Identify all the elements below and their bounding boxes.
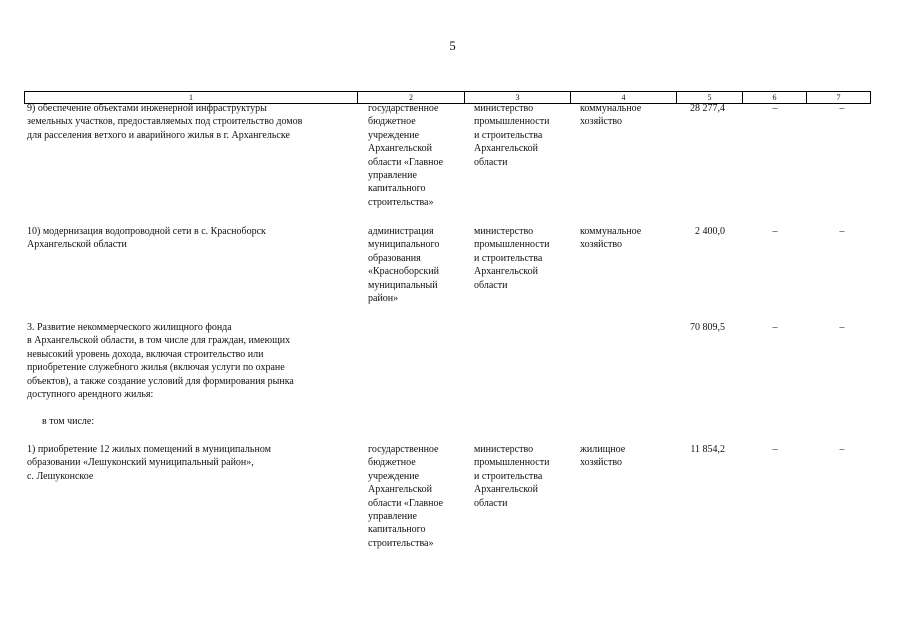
page-number: 5 <box>449 38 456 53</box>
column-header-6: 6 <box>743 92 807 103</box>
row-sector: коммунальное хозяйство <box>580 226 642 251</box>
row-col7: – <box>839 226 845 237</box>
row-executor: государственное бюджетное учреждение Архангельской области «Главное управление капитального строительства» <box>368 103 444 208</box>
row-description: 9) обеспечение объектами инженерной инфраструктуры земельных участков, предоставляемых под строительство домов для расселения ветхого и аварийного жилья в г. Архангельске <box>27 103 303 141</box>
column-header-5: 5 <box>677 92 743 103</box>
row-sector: жилищное хозяйство <box>580 444 626 469</box>
row-responsible: министерство промышленности и строительства Архангельской области <box>474 103 550 168</box>
column-header-3: 3 <box>465 92 571 103</box>
row-responsible: министерство промышленности и строительства Архангельской области <box>474 226 550 291</box>
row-executor: государственное бюджетное учреждение Архангельской области «Главное управление капитального строительства» <box>368 444 444 549</box>
row-description: 10) модернизация водопроводной сети в с. Красноборск Архангельской области <box>27 226 266 251</box>
row-amount: 11 854,2 <box>690 444 725 455</box>
row-amount: 28 277,4 <box>690 103 725 114</box>
column-header-1: 1 <box>25 92 358 103</box>
row-col7: – <box>839 103 845 114</box>
row-description: 1) приобретение 12 жилых помещений в муниципальном образовании «Лешуконский муниципальный район», с. Лешуконское <box>27 444 271 482</box>
row-col6: – <box>772 226 778 237</box>
column-header-7: 7 <box>807 92 871 103</box>
column-header-4: 4 <box>571 92 677 103</box>
row-executor: администрация муниципального образования «Красноборский муниципальный район» <box>368 226 440 305</box>
column-header-2: 2 <box>358 92 465 103</box>
row-col6: – <box>772 322 778 333</box>
row-description: 3. Развитие некоммерческого жилищного фонда в Архангельской области, в том числе для граждан, имеющих невысокий уровень дохода, включая строительство или приобретение служебного жилья (включая услуги по охране объектов), а также создание условий для формирования рынка доступного арендного жилья: <box>27 322 294 401</box>
row-responsible: министерство промышленности и строительства Архангельской области <box>474 444 550 509</box>
row-amount: 70 809,5 <box>690 322 725 333</box>
row-col6: – <box>772 444 778 455</box>
row-sector: коммунальное хозяйство <box>580 103 642 128</box>
row-amount: 2 400,0 <box>695 226 725 237</box>
row-col7: – <box>839 322 845 333</box>
row-col7: – <box>839 444 845 455</box>
row-col6: – <box>772 103 778 114</box>
row-description: в том числе: <box>42 416 95 427</box>
